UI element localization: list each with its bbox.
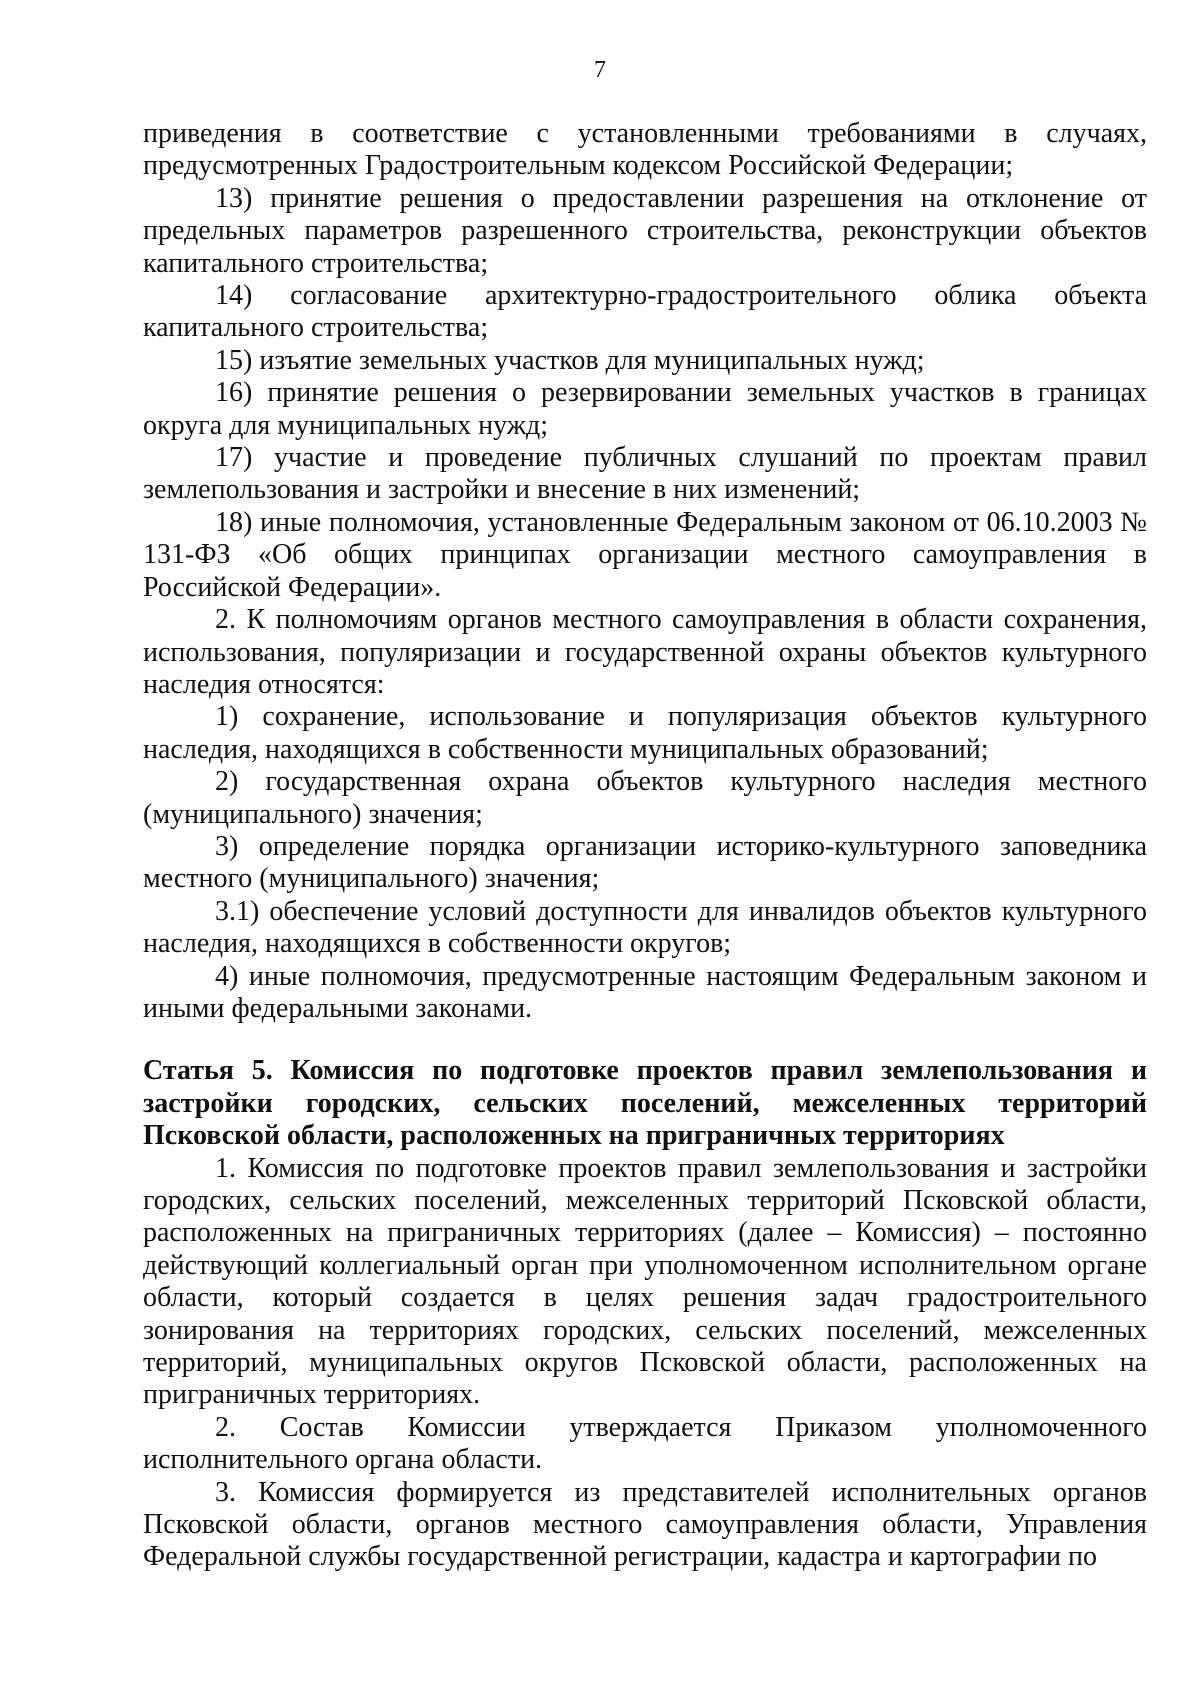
page-number: 7: [594, 57, 606, 83]
list-item-17: 17) участие и проведение публичных слушаний по проектам правил землепользования и застройки и внесение в них изменений;: [143, 442, 1147, 506]
heritage-item-4: 4) иные полномочия, предусмотренные настоящим Федеральным законом и иными федеральными законами.: [143, 960, 1147, 1024]
article-5-paragraph-3: 3. Комиссия формируется из представителей исполнительных органов Псковской области, органов местного самоуправления области, Управления Федеральной службы государственной регистрации, кадастра и картографии по: [143, 1476, 1147, 1573]
article-5-paragraph-2: 2. Состав Комиссии утверждается Приказом уполномоченного исполнительного органа области.: [143, 1411, 1147, 1476]
article-5-heading: Статья 5. Комиссия по подготовке проектов правил землепользования и застройки городских, сельских поселений, межселенных территорий Псковской области, расположенных на приграничных территориях: [143, 1055, 1147, 1152]
list-item-18: 18) иные полномочия, установленные Федеральным законом от 06.10.2003 № 131-ФЗ «Об общих принципах организации местного самоуправления в Российской Федерации».: [143, 506, 1147, 603]
list-item-16: 16) принятие решения о резервировании земельных участков в границах округа для муниципальных нужд;: [143, 377, 1147, 441]
heritage-item-3-1: 3.1) обеспечение условий доступности для инвалидов объектов культурного наследия, находящихся в собственности округов;: [143, 895, 1147, 960]
heritage-item-3: 3) определение порядка организации историко-культурного заповедника местного (муниципального) значения;: [143, 830, 1147, 895]
list-item-14: 14) согласование архитектурно-градостроительного облика объекта капитального строительства;: [143, 280, 1147, 344]
list-item-13: 13) принятие решения о предоставлении разрешения на отклонение от предельных параметров разрешенного строительства, реконструкции объектов капитального строительства;: [143, 182, 1147, 279]
clause-2-paragraph: 2. К полномочиям органов местного самоуправления в области сохранения, использования, популяризации и государственной охраны объектов культурного наследия относятся:: [143, 604, 1147, 700]
continuation-paragraph: приведения в соответствие с установленными требованиями в случаях, предусмотренных Градостроительным кодексом Российской Федерации;: [143, 118, 1147, 182]
heritage-item-2: 2) государственная охрана объектов культурного наследия местного (муниципального) значения;: [143, 766, 1147, 830]
document-body: [143, 118, 1147, 1574]
article-5-paragraph-1: 1. Комиссия по подготовке проектов правил землепользования и застройки городских, сельских поселений, межселенных территорий Псковской области, расположенных на приграничных территориях (далее – Комиссия) – постоянно действующий коллегиальный орган при уполномоченном исполнительном органе области, который создается в целях решения задач градостроительного зонирования на территориях городских, сельских поселений, межселенных территорий, муниципальных округов Псковской области, расположенных на приграничных территориях.: [143, 1152, 1147, 1411]
heritage-item-1: 1) сохранение, использование и популяризация объектов культурного наследия, находящихся в собственности муниципальных образований;: [143, 701, 1147, 765]
list-item-15: 15) изъятие земельных участков для муниципальных нужд;: [215, 344, 925, 376]
